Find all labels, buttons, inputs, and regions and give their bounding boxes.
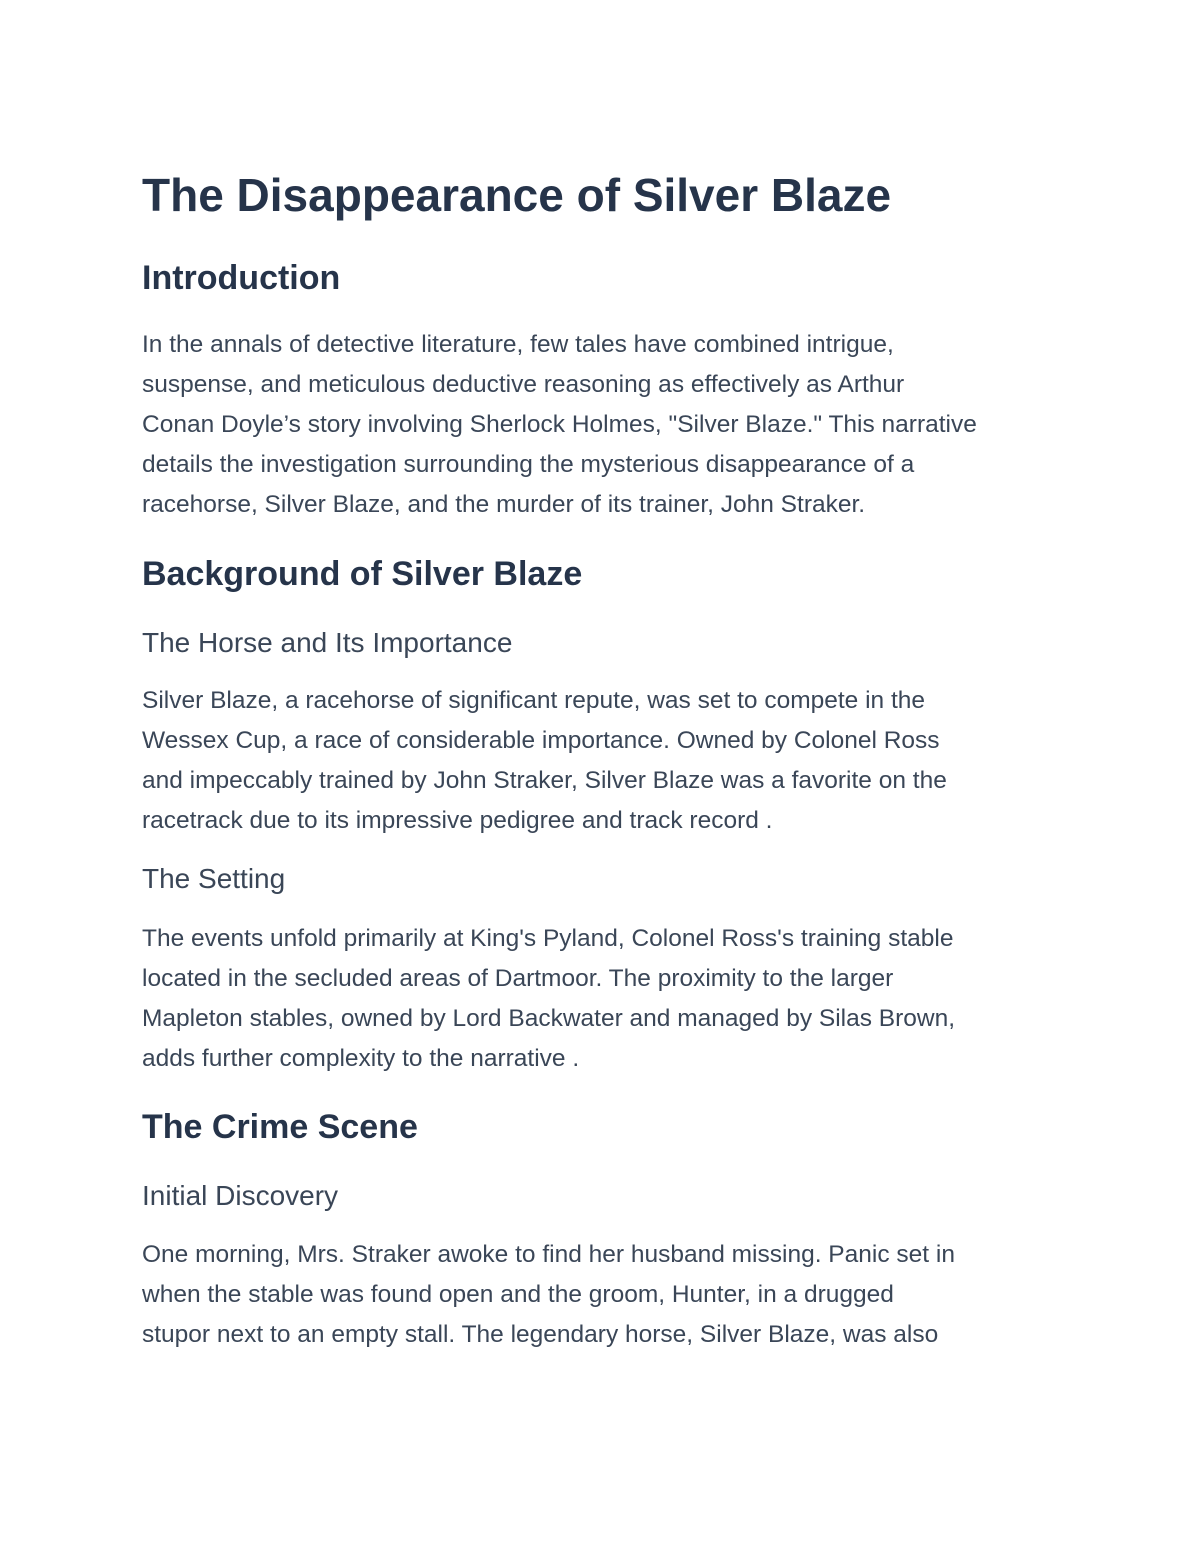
paragraph-line: One morning, Mrs. Straker awoke to find her husband missing. Panic set in [142, 1241, 955, 1268]
section-heading-crime-scene: The Crime Scene [142, 1108, 418, 1146]
paragraph-line: The events unfold primarily at King's Pyland, Colonel Ross's training stable [142, 925, 954, 952]
paragraph-line: suspense, and meticulous deductive reasoning as effectively as Arthur [142, 371, 905, 398]
initial-discovery-paragraph [142, 1235, 1062, 1355]
paragraph-line: stupor next to an empty stall. The legendary horse, Silver Blaze, was also [142, 1321, 939, 1348]
paragraph-line: when the stable was found open and the groom, Hunter, in a drugged [142, 1281, 894, 1308]
paragraph-line: In the annals of detective literature, few tales have combined intrigue, [142, 331, 894, 358]
paragraph-line: Mapleton stables, owned by Lord Backwater and managed by Silas Brown, [142, 1005, 956, 1032]
setting-paragraph [142, 919, 1062, 1079]
paragraph-line: Conan Doyle’s story involving Sherlock Holmes, "Silver Blaze." This narrative [142, 411, 977, 438]
paragraph-line: details the investigation surrounding the mysterious disappearance of a [142, 451, 915, 478]
section-heading-introduction: Introduction [142, 259, 341, 297]
subsection-heading-horse-importance: The Horse and Its Importance [142, 627, 513, 658]
paragraph-line: racehorse, Silver Blaze, and the murder of its trainer, John Straker. [142, 491, 866, 518]
document-title: The Disappearance of Silver Blaze [142, 169, 892, 221]
subsection-heading-setting: The Setting [142, 863, 286, 894]
subsection-heading-initial-discovery: Initial Discovery [142, 1180, 339, 1211]
paragraph-line: Silver Blaze, a racehorse of significant repute, was set to compete in the [142, 687, 926, 714]
introduction-paragraph [142, 325, 1062, 525]
paragraph-line: located in the secluded areas of Dartmoor. The proximity to the larger [142, 965, 894, 992]
paragraph-line: adds further complexity to the narrative . [142, 1045, 580, 1072]
paragraph-line: racetrack due to its impressive pedigree and track record . [142, 807, 773, 834]
paragraph-line: Wessex Cup, a race of considerable importance. Owned by Colonel Ross [142, 727, 940, 754]
paragraph-line: and impeccably trained by John Straker, Silver Blaze was a favorite on the [142, 767, 947, 794]
horse-importance-paragraph [142, 681, 1062, 841]
section-heading-background: Background of Silver Blaze [142, 555, 583, 593]
